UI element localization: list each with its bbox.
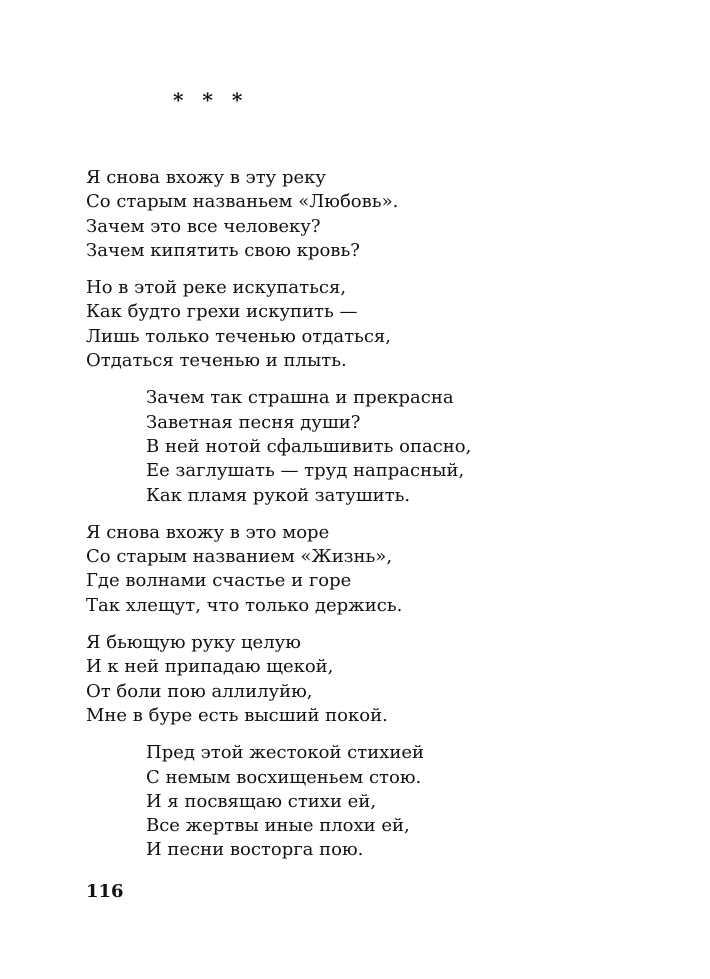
poem-line: Со старым названьем «Любовь». bbox=[86, 191, 399, 213]
poem-line: Зачем это все человеку? bbox=[86, 215, 321, 237]
poem-line: Заветная песня души? bbox=[146, 411, 361, 433]
poem-line: И я посвящаю стихи ей, bbox=[146, 790, 377, 812]
poem-line: И песни восторга пою. bbox=[146, 839, 364, 861]
poem bbox=[86, 166, 646, 876]
poem-line: Я снова вхожу в эту реку bbox=[86, 167, 326, 188]
poem-line: От боли пою аллилуйю, bbox=[86, 680, 313, 702]
stanza-2 bbox=[86, 276, 646, 373]
poem-line: Пред этой жестокой стихией bbox=[146, 742, 424, 764]
poem-line: С немым восхищеньем стою. bbox=[146, 766, 422, 788]
poem-line: Зачем кипятить свою кровь? bbox=[86, 239, 360, 261]
poem-line: Так хлещут, что только держись. bbox=[86, 594, 403, 616]
stanza-5 bbox=[86, 631, 646, 728]
poem-line: Ее заглушать — труд напрасный, bbox=[146, 460, 465, 482]
poem-line: Лишь только теченью отдаться, bbox=[86, 325, 391, 347]
poem-line: Я снова вхожу в это море bbox=[86, 521, 330, 543]
section-ornament: * * * bbox=[173, 88, 249, 112]
poem-line: И к ней припадаю щекой, bbox=[86, 656, 334, 678]
poem-line: Зачем так страшна и прекрасна bbox=[146, 387, 454, 409]
poem-line: Все жертвы иные плохи ей, bbox=[146, 815, 410, 837]
poem-line: Как пламя рукой затушить. bbox=[146, 484, 411, 506]
poem-line: В ней нотой сфальшивить опасно, bbox=[146, 435, 472, 457]
poem-line: Но в этой реке искупаться, bbox=[86, 277, 347, 299]
stanza-3-refrain bbox=[86, 386, 646, 507]
poem-line: Мне в буре есть высший покой. bbox=[86, 704, 388, 726]
stanza-6-refrain bbox=[86, 741, 646, 862]
poem-line: Со старым названием «Жизнь», bbox=[86, 546, 393, 568]
poem-line: Я бьющую руку целую bbox=[86, 632, 301, 654]
poem-line: Как будто грехи искупить — bbox=[86, 301, 358, 323]
stanza-4 bbox=[86, 521, 646, 618]
stanza-1 bbox=[86, 166, 646, 263]
poem-line: Отдаться теченью и плыть. bbox=[86, 350, 347, 372]
page-number: 116 bbox=[86, 881, 124, 902]
poem-line: Где волнами счастье и горе bbox=[86, 570, 352, 592]
